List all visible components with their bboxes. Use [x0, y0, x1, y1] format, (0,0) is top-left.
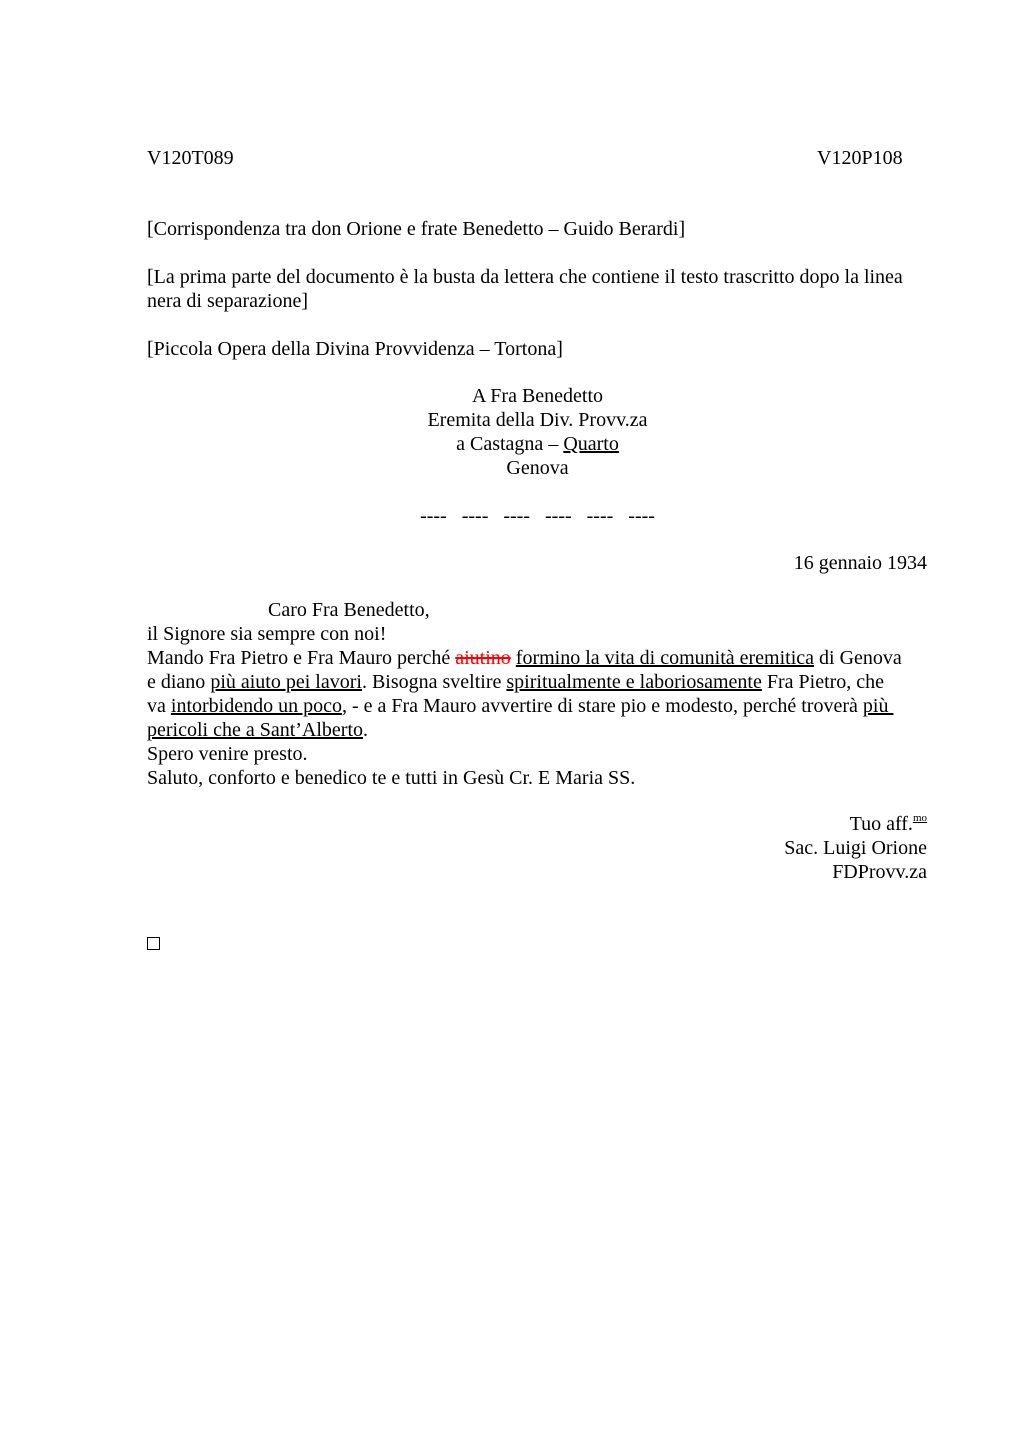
letter-text: . — [363, 719, 369, 741]
letter-text: Mando Fra Pietro e Fra Mauro perché — [147, 647, 456, 669]
letter-line5: Spero venire presto. — [147, 743, 308, 765]
signature-closing — [147, 812, 927, 836]
letter-paragraph-line1 — [147, 646, 928, 670]
envelope-note-line2: nera di separazione] — [147, 290, 309, 312]
closing-superscript: mo — [912, 812, 927, 824]
correspondence-note: [Corrispondenza tra don Orione e frate Benedetto – Guido Berardi] — [147, 218, 686, 240]
underlined-phrase: pericoli che a Sant’Alberto — [147, 719, 364, 741]
letter-line1: il Signore sia sempre con noi! — [147, 623, 387, 645]
letter-body — [147, 622, 928, 790]
letter-salutation: Caro Fra Benedetto, — [268, 599, 430, 621]
separator-line: ---- ---- ---- ---- ---- ---- — [420, 505, 655, 527]
envelope-note-line1: [La prima parte del documento è la busta da lettera che contiene il testo trascritto dopo la linea — [147, 266, 903, 288]
letter-line6: Saluto, conforto e benedico te e tutti in Gesù Cr. E Maria SS. — [147, 767, 636, 789]
struck-word: aiutino — [455, 647, 511, 669]
letter-text: . Bisogna sveltire — [361, 671, 507, 693]
letterhead-note: [Piccola Opera della Divina Provvidenza – Tortona] — [147, 338, 563, 360]
letter-text: di Genova — [814, 647, 902, 669]
underlined-phrase: intorbidendo un poco — [170, 695, 342, 717]
letter-date: 16 gennaio 1934 — [793, 552, 927, 574]
checkbox-icon — [147, 937, 160, 950]
underlined-phrase: spiritualmente e laboriosamente — [506, 671, 762, 693]
address-line2: Eremita della Div. Provv.za — [427, 409, 648, 431]
letter-text: e diano — [147, 671, 211, 693]
header-right-code: V120P108 — [817, 147, 903, 169]
letter-text: Fra Pietro, che — [761, 671, 885, 693]
address-line3-prefix: a Castagna – — [456, 433, 564, 455]
address-line3 — [147, 432, 928, 456]
letter-paragraph-line4 — [147, 718, 928, 742]
underlined-phrase: formino la vita di comunità eremitica — [515, 647, 815, 669]
envelope-address — [147, 384, 928, 480]
signature-block — [147, 812, 927, 884]
signature-org: FDProvv.za — [832, 861, 927, 883]
header-left-code: V120T089 — [147, 147, 234, 169]
underlined-phrase: più — [862, 695, 894, 717]
letter-paragraph-line2 — [147, 670, 928, 694]
letter-text: va — [147, 695, 171, 717]
letter-paragraph-line3 — [147, 694, 928, 718]
address-city-underlined: Quarto — [563, 433, 619, 455]
envelope-note — [147, 265, 928, 313]
underlined-phrase: più aiuto pei lavori — [210, 671, 362, 693]
letter-text: , - e a Fra Mauro avvertire di stare pio e modesto, perché troverà — [341, 695, 863, 717]
address-line4: Genova — [506, 457, 569, 479]
signature-name: Sac. Luigi Orione — [784, 837, 927, 859]
address-line1: A Fra Benedetto — [471, 385, 604, 407]
closing-text: Tuo aff. — [849, 813, 913, 835]
